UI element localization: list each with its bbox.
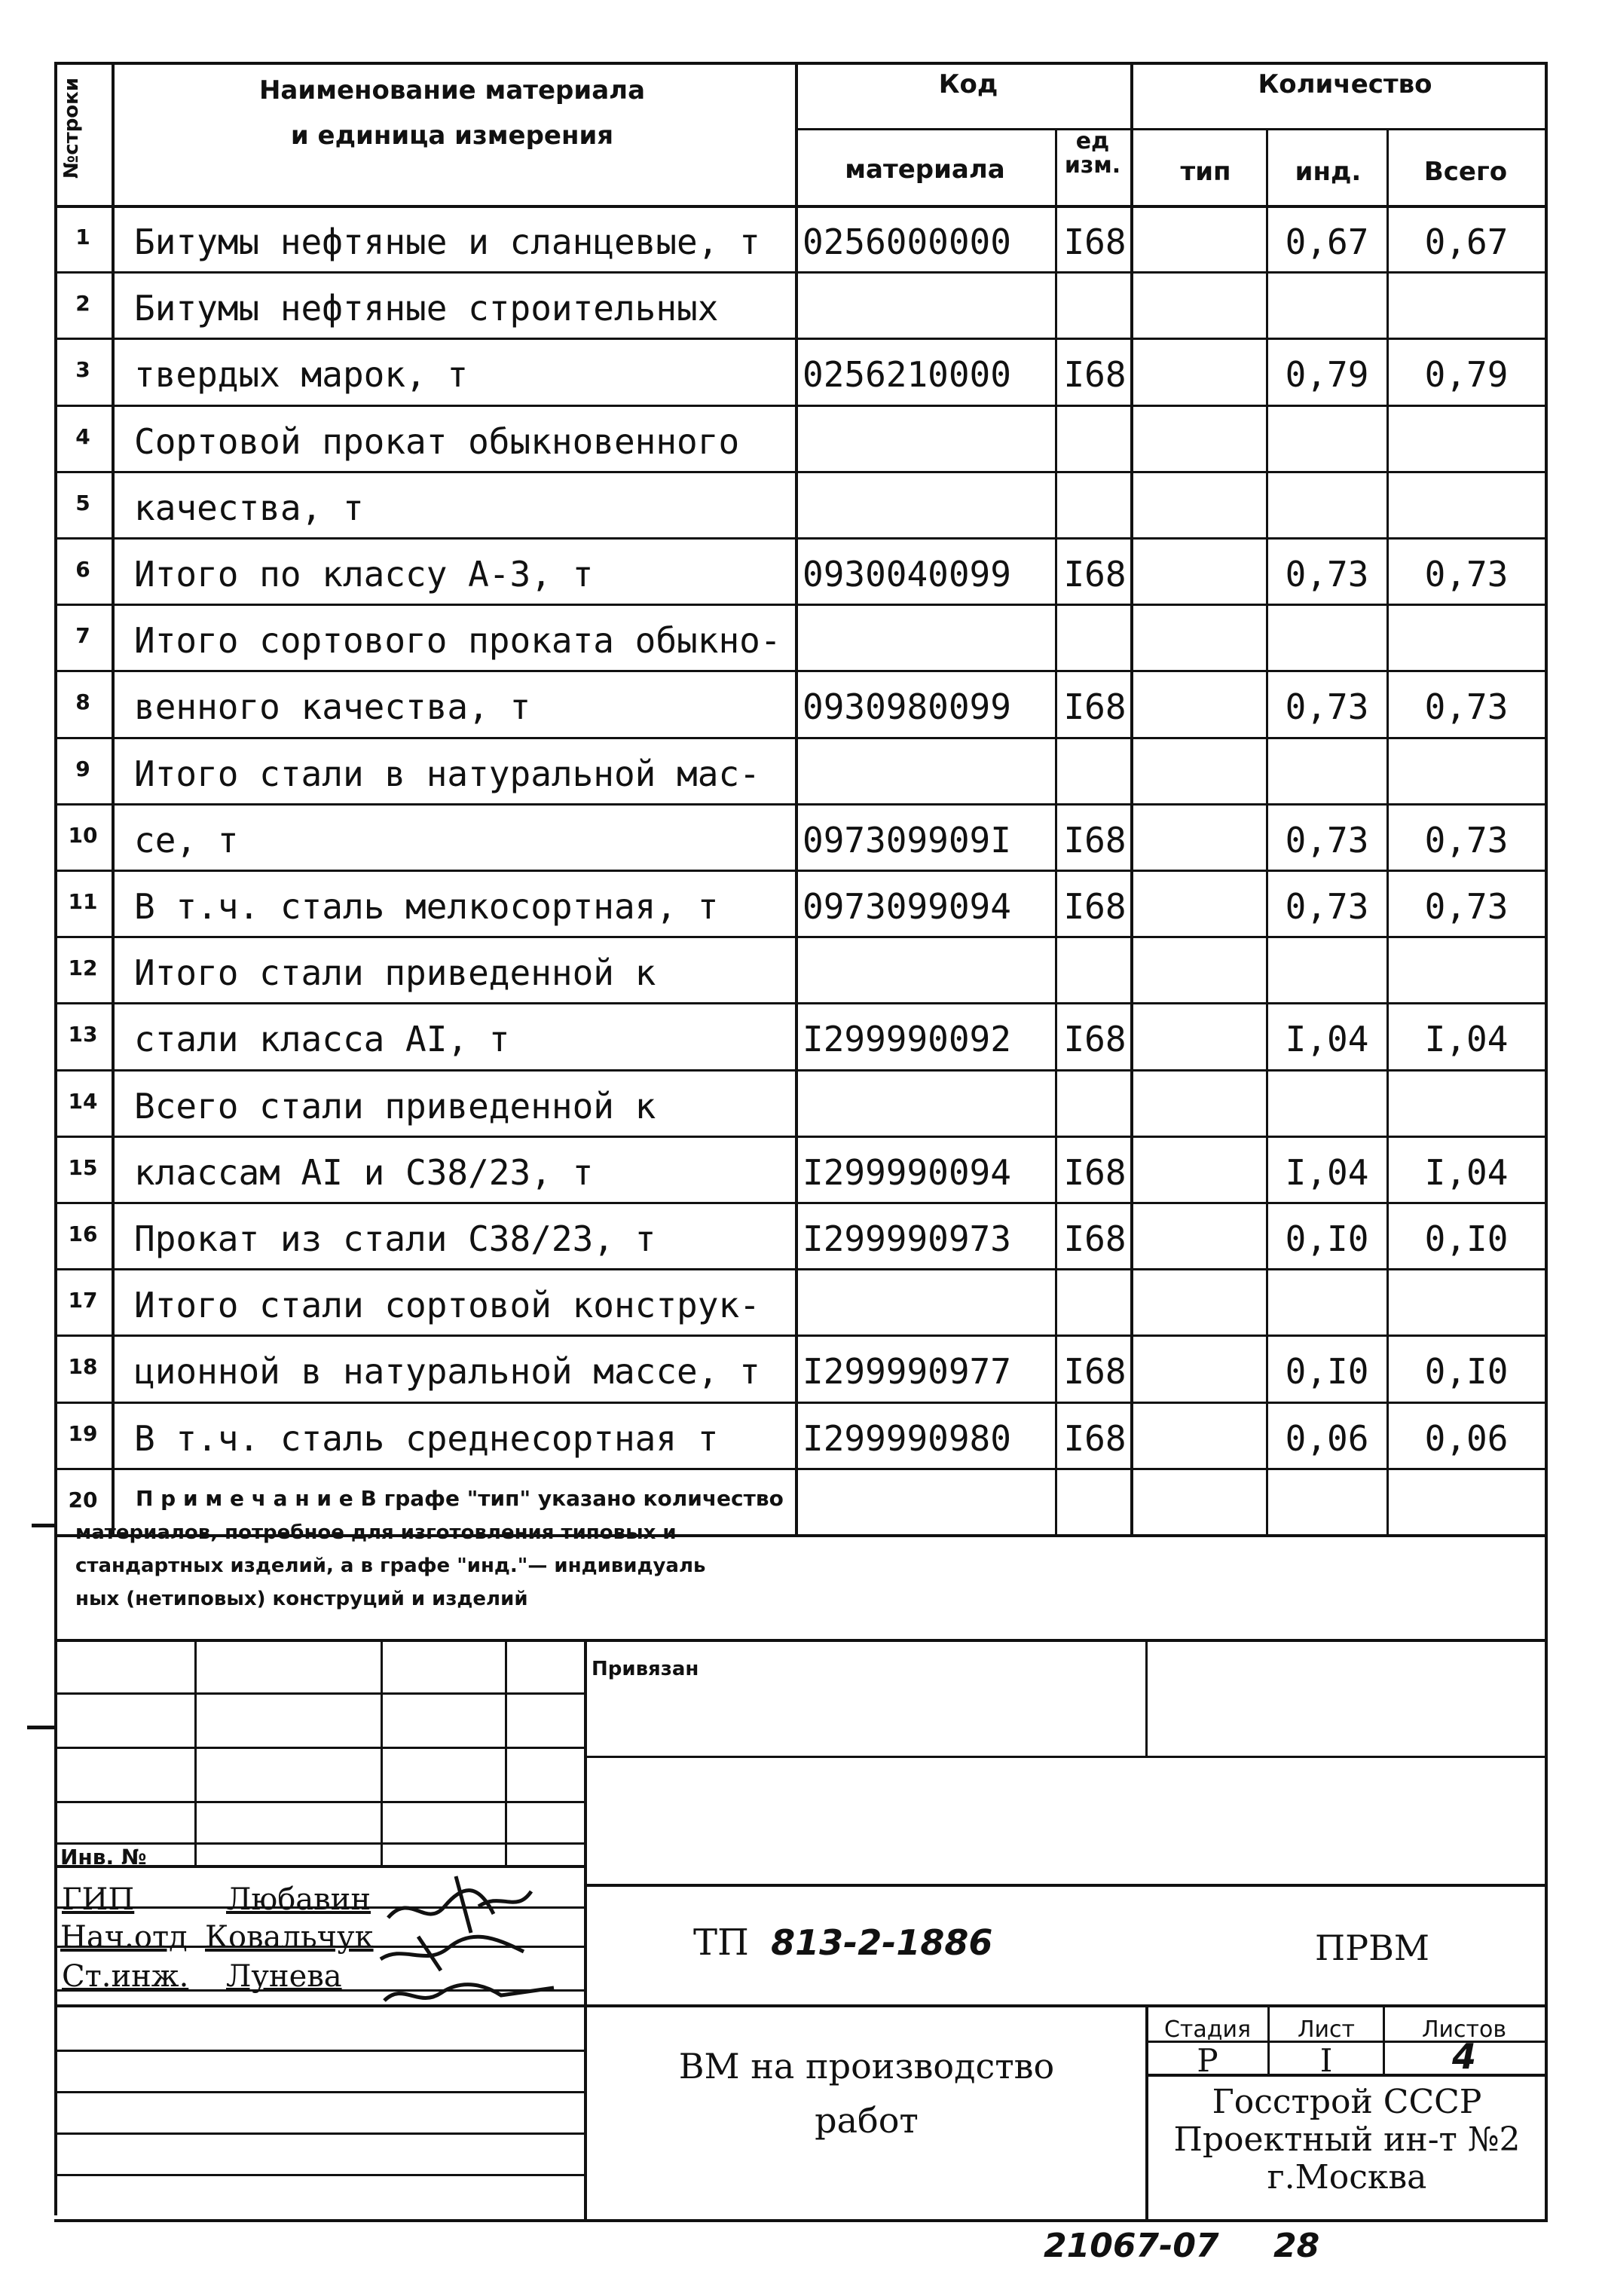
material-name: венного качества, т bbox=[134, 686, 531, 727]
margin-mark bbox=[27, 1726, 57, 1729]
header-bottom-line bbox=[54, 205, 1548, 208]
qty-ind: 0,79 bbox=[1285, 354, 1369, 395]
row-line bbox=[54, 1202, 1548, 1204]
sheet-label: Лист bbox=[1297, 2016, 1356, 2043]
row-line bbox=[54, 1468, 1548, 1470]
qty-total: 0,73 bbox=[1424, 886, 1509, 927]
qty-ind: I,04 bbox=[1285, 1019, 1369, 1059]
qty-total: 0,73 bbox=[1424, 554, 1509, 595]
person-name-head: Ковальчук bbox=[205, 1920, 374, 1955]
document-title: ВМ на производство работ bbox=[678, 2046, 1055, 2141]
left-grid-row bbox=[54, 1692, 584, 1695]
quantity-group-header: Количество bbox=[1258, 69, 1432, 99]
note-line: ных (нетиповых) конструций и изделий bbox=[75, 1588, 528, 1610]
material-name: классам АI и С38/23, т bbox=[134, 1152, 594, 1193]
qty-ind: 0,I0 bbox=[1285, 1218, 1369, 1259]
row-line bbox=[54, 870, 1548, 872]
row-number: 13 bbox=[68, 1022, 98, 1047]
doc-number-handwritten: 813-2-1886 bbox=[771, 1922, 993, 1963]
title-block-bottom bbox=[54, 2219, 1548, 2222]
material-name: Итого сортового проката обыкно- bbox=[134, 620, 781, 661]
organization: Госстрой СССР Проектный ин-т №2 г.Москва bbox=[1173, 2083, 1521, 2197]
qty-total: 0,73 bbox=[1424, 820, 1509, 861]
left-grid-col bbox=[381, 1639, 383, 1865]
row-line bbox=[54, 1334, 1548, 1337]
material-name: Итого стали сортовой конструк- bbox=[134, 1285, 760, 1325]
row-line bbox=[54, 936, 1548, 938]
row-line bbox=[54, 1268, 1548, 1270]
material-name: Итого стали приведенной к bbox=[134, 952, 656, 993]
person-role-gip: ГИП bbox=[62, 1882, 135, 1917]
stage-block-left bbox=[1145, 2004, 1148, 2219]
row-number: 14 bbox=[68, 1089, 98, 1114]
row-number-header: №строки bbox=[60, 77, 83, 179]
qty-total: I,04 bbox=[1424, 1019, 1509, 1059]
material-name: качества, т bbox=[134, 488, 364, 528]
material-code: 0256210000 bbox=[803, 354, 1011, 395]
document-code bbox=[693, 1921, 992, 1964]
left-grid-row bbox=[54, 2174, 584, 2176]
qty-ind: 0,06 bbox=[1285, 1418, 1369, 1459]
row-number: 15 bbox=[68, 1155, 98, 1180]
unit-code: I68 bbox=[1063, 686, 1127, 727]
archive-number: 21067-07 bbox=[1044, 2227, 1219, 2265]
material-name: твердых марок, т bbox=[134, 354, 469, 395]
qty-ind: 0,73 bbox=[1285, 554, 1369, 595]
unit-code: I68 bbox=[1063, 222, 1127, 262]
material-name: В т.ч. сталь среднесортная т bbox=[134, 1418, 719, 1459]
row-number: 11 bbox=[68, 889, 98, 914]
doc-code-bottom bbox=[584, 2004, 1545, 2007]
row-number: 7 bbox=[75, 623, 90, 648]
unit-code-header: ед изм. bbox=[1064, 128, 1121, 179]
material-name: Сортовой прокат обыкновенного bbox=[134, 421, 740, 462]
row-number: 6 bbox=[75, 557, 90, 582]
privyazan-label: Привязан bbox=[592, 1658, 699, 1680]
left-grid-row bbox=[54, 1747, 584, 1749]
person-name-gip: Любавин bbox=[226, 1882, 371, 1917]
left-grid-row bbox=[54, 2091, 584, 2093]
privyazan-col bbox=[1145, 1639, 1148, 1756]
signature-images bbox=[373, 1861, 569, 2012]
row-line bbox=[54, 803, 1548, 806]
qty-total: 0,67 bbox=[1424, 222, 1509, 262]
sheets-value: 4 bbox=[1451, 2036, 1476, 2077]
sheet-value: I bbox=[1319, 2042, 1333, 2079]
row-number: 3 bbox=[75, 357, 90, 382]
doc-code-prefix: ТП bbox=[693, 1921, 749, 1964]
row-line bbox=[54, 670, 1548, 672]
material-code: I299990092 bbox=[803, 1019, 1011, 1059]
signature-engineer bbox=[384, 1985, 554, 2001]
qty-ind: 0,67 bbox=[1285, 222, 1369, 262]
row-line bbox=[54, 1002, 1548, 1004]
material-name: В т.ч. сталь мелкосортная, т bbox=[134, 886, 719, 927]
table-note bbox=[75, 1486, 784, 1610]
qty-total: 0,I0 bbox=[1424, 1351, 1509, 1392]
qty-total: 0,79 bbox=[1424, 354, 1509, 395]
row-number: 2 bbox=[75, 291, 90, 316]
material-code: 097309909I bbox=[803, 820, 1011, 861]
material-name: стали класса АI, т bbox=[134, 1019, 510, 1059]
col-divider bbox=[1130, 62, 1133, 1534]
material-code: 0930040099 bbox=[803, 554, 1011, 595]
page-number: 28 bbox=[1273, 2227, 1320, 2265]
material-name: Всего стали приведенной к bbox=[134, 1086, 656, 1127]
left-block-divider bbox=[584, 1639, 587, 2219]
left-grid-col bbox=[194, 1639, 197, 1865]
qty-ind-header: инд. bbox=[1295, 157, 1362, 187]
sheets-label: Листов bbox=[1421, 2016, 1507, 2043]
col-divider bbox=[795, 62, 798, 1534]
row-number: 9 bbox=[75, 757, 90, 781]
note-line: стандартных изделий, а в графе "инд."— индивидуаль bbox=[75, 1555, 706, 1577]
stage-label: Стадия bbox=[1163, 2016, 1252, 2043]
signature-head bbox=[381, 1937, 524, 1970]
qty-total: 0,06 bbox=[1424, 1418, 1509, 1459]
header-mid-line bbox=[795, 128, 1545, 130]
note-line: материалов, потребное для изготовления типовых и bbox=[75, 1521, 677, 1544]
row-line bbox=[54, 537, 1548, 540]
left-grid-row bbox=[54, 1801, 584, 1803]
left-grid-row bbox=[54, 2050, 584, 2052]
row-line bbox=[54, 737, 1548, 739]
qty-ind: 0,73 bbox=[1285, 886, 1369, 927]
unit-code: I68 bbox=[1063, 1418, 1127, 1459]
left-grid-col bbox=[505, 1639, 507, 1865]
qty-ind: 0,I0 bbox=[1285, 1351, 1369, 1392]
material-code: I299990977 bbox=[803, 1351, 1011, 1392]
row-line bbox=[54, 338, 1548, 340]
row-line bbox=[54, 271, 1548, 274]
code-group-header: Код bbox=[938, 69, 998, 99]
unit-code: I68 bbox=[1063, 1218, 1127, 1259]
row-number: 17 bbox=[68, 1288, 98, 1313]
qty-ind: I,04 bbox=[1285, 1152, 1369, 1193]
person-role-engineer: Ст.инж. bbox=[62, 1959, 189, 1994]
material-code: I299990980 bbox=[803, 1418, 1011, 1459]
material-code: 0930980099 bbox=[803, 686, 1011, 727]
qty-total-header: Всего bbox=[1423, 157, 1508, 187]
qty-type-header: тип bbox=[1180, 157, 1231, 187]
inventory-number-label: Инв. № bbox=[60, 1845, 147, 1870]
row-line bbox=[54, 604, 1548, 606]
qty-total: 0,73 bbox=[1424, 686, 1509, 727]
frame-left-border bbox=[54, 62, 57, 2215]
right-area-line bbox=[584, 1756, 1545, 1758]
signature-gip bbox=[388, 1876, 531, 1933]
doc-code-top bbox=[584, 1884, 1545, 1887]
row-line bbox=[54, 1136, 1548, 1138]
left-grid-row bbox=[54, 2132, 584, 2135]
unit-code: I68 bbox=[1063, 1351, 1127, 1392]
row-number: 8 bbox=[75, 689, 90, 714]
margin-mark bbox=[32, 1524, 54, 1527]
unit-code: I68 bbox=[1063, 554, 1127, 595]
row-number: 5 bbox=[75, 491, 90, 515]
row-number: 19 bbox=[68, 1421, 98, 1446]
material-name: Битумы нефтяные и сланцевые, т bbox=[134, 222, 760, 262]
material-name: Итого по классу А-3, т bbox=[134, 554, 594, 595]
document-mark: ПРВМ bbox=[1315, 1928, 1429, 1968]
material-name-header: Наименование материала и единица измерения bbox=[258, 75, 646, 151]
person-role-head: Нач.отд bbox=[60, 1920, 188, 1955]
qty-ind: 0,73 bbox=[1285, 820, 1369, 861]
person-name-engineer: Лунева bbox=[226, 1959, 342, 1994]
unit-code: I68 bbox=[1063, 886, 1127, 927]
stage-value: Р bbox=[1197, 2042, 1218, 2079]
row-number: 10 bbox=[68, 823, 98, 848]
qty-ind: 0,73 bbox=[1285, 686, 1369, 727]
material-code: 0973099094 bbox=[803, 886, 1011, 927]
note-line: П р и м е ч а н и е В графе "тип" указано количество bbox=[136, 1486, 784, 1511]
row-number: 1 bbox=[75, 225, 90, 249]
material-name: Битумы нефтяные строительных bbox=[134, 288, 719, 329]
unit-code: I68 bbox=[1063, 1152, 1127, 1193]
row-line bbox=[54, 1069, 1548, 1072]
row-number: 12 bbox=[68, 955, 98, 980]
row-number: 4 bbox=[75, 424, 90, 449]
frame-right-border bbox=[1545, 62, 1548, 2219]
material-code: I299990973 bbox=[803, 1218, 1011, 1259]
material-name: ционной в натуральной массе, т bbox=[134, 1351, 760, 1392]
row-number: 18 bbox=[68, 1354, 98, 1379]
row-number: 20 bbox=[68, 1487, 98, 1512]
qty-total: I,04 bbox=[1424, 1152, 1509, 1193]
unit-code: I68 bbox=[1063, 820, 1127, 861]
material-code-header: материала bbox=[845, 154, 1005, 185]
material-name: Прокат из стали С38/23, т bbox=[134, 1218, 656, 1259]
material-name: Итого стали в натуральной мас- bbox=[134, 754, 760, 794]
title-block-top bbox=[54, 1639, 1548, 1642]
unit-code: I68 bbox=[1063, 1019, 1127, 1059]
material-code: 0256000000 bbox=[803, 222, 1011, 262]
row-line bbox=[54, 471, 1548, 473]
unit-code: I68 bbox=[1063, 354, 1127, 395]
material-code: I299990094 bbox=[803, 1152, 1011, 1193]
table-top-border bbox=[54, 62, 1548, 65]
col-divider bbox=[112, 62, 115, 1534]
row-line bbox=[54, 1402, 1548, 1404]
material-name: се, т bbox=[134, 820, 239, 861]
row-number: 16 bbox=[68, 1221, 98, 1246]
row-line bbox=[54, 405, 1548, 407]
qty-total: 0,I0 bbox=[1424, 1218, 1509, 1259]
